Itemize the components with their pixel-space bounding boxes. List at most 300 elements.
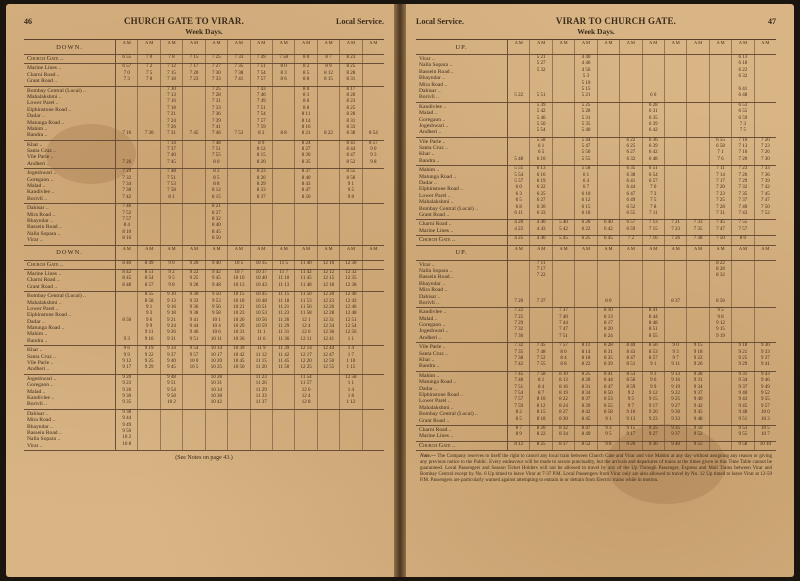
train-column — [273, 410, 295, 450]
train-column — [665, 138, 687, 166]
train-column — [687, 166, 709, 219]
departure-time: 7 21 — [167, 112, 176, 118]
departure-time: 8 50 — [122, 317, 132, 323]
train-column — [295, 375, 317, 409]
station-name: Church Gate .. — [27, 55, 64, 62]
right-timetable — [416, 39, 776, 451]
ampm-label: A M — [738, 245, 747, 251]
ampm-cell — [530, 40, 552, 54]
departure-time: 8 15 — [536, 410, 546, 416]
station-name: Andheri .. — [27, 366, 50, 373]
station-name: Mira Road .. — [419, 81, 448, 88]
departure-time: 7 6 — [717, 156, 724, 162]
departure-time: 7 17 — [536, 266, 546, 272]
train-column — [732, 442, 754, 450]
departure-time: 6 55 — [716, 137, 725, 143]
train-column — [643, 442, 665, 450]
station-block — [24, 292, 384, 346]
departure-time: 7 35 — [693, 226, 703, 232]
train-column — [116, 141, 138, 169]
departure-time: 11 53 — [300, 298, 312, 304]
departure-time: 9 12 — [648, 390, 658, 396]
station-name: Lower Parel .. — [27, 100, 59, 107]
departure-time: 9 58 — [212, 311, 221, 317]
departure-time: 9 44 — [122, 416, 132, 422]
train-column — [598, 372, 620, 425]
ampm-cell — [183, 246, 205, 260]
station-name: Mira Road .. — [27, 211, 56, 218]
departure-time: 7 13 — [648, 220, 658, 226]
departure-time: 9 26 — [122, 387, 132, 393]
departure-time: 8 10 — [559, 371, 568, 377]
train-column — [206, 87, 228, 140]
departure-time: 8 49 — [144, 260, 154, 266]
train-column — [620, 426, 642, 441]
station-name: Mahalakshmi .. — [419, 404, 454, 411]
left-page — [6, 4, 396, 577]
departure-time: 8 7 — [515, 425, 522, 431]
ampm-label: A M — [626, 245, 635, 251]
ampm-label: A M — [559, 40, 568, 45]
departure-time: 6 53 — [738, 102, 748, 108]
departure-time: 11 50 — [300, 292, 312, 298]
departure-time: 8 17 — [346, 86, 356, 92]
station-name: Bandra .. — [27, 132, 48, 139]
departure-time: 8 8 — [302, 77, 310, 83]
departure-time: 8 40 — [626, 343, 636, 349]
train-column — [710, 308, 732, 342]
departure-time: 8 15 — [324, 77, 333, 83]
departure-time: 7 31 — [716, 210, 725, 216]
train-column — [643, 55, 665, 102]
departure-time: 7 40 — [167, 153, 176, 159]
train-column — [295, 55, 317, 63]
train-column — [340, 87, 362, 140]
ampm-cell — [755, 246, 776, 260]
departure-time: 6 10 — [581, 191, 591, 197]
train-column — [363, 204, 384, 244]
ampm-label: A M — [369, 245, 378, 251]
departure-time: 12 58 — [345, 374, 357, 380]
train-column — [228, 346, 250, 374]
train-column — [598, 442, 620, 450]
departure-time: 9 33 — [671, 416, 681, 422]
station-name: Matunga Road .. — [27, 119, 65, 126]
departure-time — [755, 334, 776, 340]
departure-time: 6 30 — [536, 204, 546, 210]
departure-time: 7 17 — [716, 179, 725, 185]
departure-time: 6 47 — [626, 191, 636, 197]
train-column — [665, 236, 687, 244]
departure-time: 6 25 — [581, 236, 591, 242]
departure-time: 8 12 — [536, 403, 546, 409]
departure-time: 6 45 — [604, 236, 613, 242]
departure-time: 8 16 — [122, 236, 132, 242]
train-column — [206, 375, 228, 409]
section-label-cell — [24, 40, 116, 54]
departure-time — [273, 442, 294, 448]
departure-time: 9 3 — [370, 153, 377, 159]
section-header-row — [24, 40, 384, 55]
departure-time: 8 0 — [302, 55, 310, 60]
departure-time: 12 40 — [345, 292, 357, 298]
departure-time: 8 2 — [302, 64, 310, 70]
station-name: Jogeshwari .. — [419, 328, 449, 335]
train-column — [643, 103, 665, 137]
departure-time — [228, 442, 249, 448]
departure-time: 12 26 — [322, 304, 335, 310]
departure-time: 8 51 — [626, 362, 636, 368]
departure-time: 8 28 — [581, 378, 591, 384]
train-column — [553, 442, 575, 450]
departure-time: 8 57 — [368, 140, 378, 146]
train-column — [530, 103, 552, 137]
departure-time: 7 52 — [122, 210, 132, 216]
departure-time: 8 19 — [559, 390, 568, 396]
departure-time: 7 33 — [212, 105, 221, 111]
departure-time: 9 34 — [693, 384, 703, 390]
departure-time: 9 5 — [717, 308, 724, 314]
ampm-label: A M — [738, 40, 747, 45]
notes-text: The Company reserves to itself the right to cancel any local train between Church Gate and Virar and vice Mahim at any day without assigning any reason or giving any previous notice to the Public. Every endeavour will be made to secure punctuality, but the arrivals and departures of trains at the times given in this Time Table cannot be guaranteed. Local Passengers and Season Ticket Holders will not be allowed to travel by any of the Up Through Passenger, Express and Mail Trains between Virar and Bombay Central except by No. 6 Up timed to leave Virar at 7-37 P.M. Local Passengers from Virar only are also allowed to travel by No. 12 Up timed to leave Virar at 12-59 P.M. Passengers are particularly warned against attempting to entrain in or detrain from Electric trains while in motion. — [420, 454, 772, 484]
departure-time: 9 12 — [122, 359, 132, 365]
train-column — [161, 204, 183, 244]
departure-time: 7 2 — [146, 64, 153, 70]
train-column — [228, 204, 250, 244]
departure-time: 9 3 — [146, 311, 153, 317]
departure-time: 5 39 — [536, 102, 546, 108]
station-block — [416, 103, 776, 138]
train-column — [228, 261, 250, 269]
departure-time: 8 41 — [346, 140, 356, 146]
departure-time: 7 43 — [738, 210, 748, 216]
departure-time: 7 45 — [536, 343, 546, 349]
departure-time: 7 15 — [189, 55, 199, 60]
departure-time: 9 5 — [347, 188, 355, 194]
departure-time: 9 40 — [167, 359, 176, 365]
station-name: Dahisar .. — [27, 205, 49, 212]
departure-time: 6 13 — [738, 55, 748, 60]
departure-time: 7 25 — [716, 198, 725, 204]
departure-time: 1 1 — [347, 336, 355, 342]
departure-time: 6 3 — [515, 191, 522, 197]
departure-time: 11 54 — [300, 374, 312, 380]
ampm-label: A M — [761, 40, 770, 45]
departure-time: 8 2 — [515, 410, 522, 416]
train-column — [598, 166, 620, 219]
departure-time: 11 39 — [278, 346, 290, 352]
train-column — [116, 270, 138, 291]
departure-time: 6 22 — [581, 226, 591, 232]
departure-time: 9 51 — [738, 416, 748, 422]
train-column — [183, 204, 205, 244]
station-name: Grant Road .. — [419, 417, 450, 424]
departure-time: 9 58 — [738, 441, 748, 447]
train-column — [183, 270, 205, 291]
departure-time: 7 23 — [671, 226, 681, 232]
departure-time: 9 18 — [167, 311, 176, 317]
train-columns — [508, 55, 776, 102]
train-column — [687, 103, 709, 137]
departure-time: 8 33 — [256, 188, 266, 194]
departure-time: 9 8 — [605, 441, 612, 447]
train-column — [687, 442, 709, 450]
departure-time: 6 33 — [536, 210, 546, 216]
section-header-row — [24, 246, 384, 261]
ampm-cell — [643, 40, 665, 54]
departure-time: 7 55 — [536, 362, 546, 368]
station-names — [416, 442, 508, 450]
train-column — [363, 270, 384, 291]
train-column — [318, 87, 340, 140]
departure-time: 11 29 — [278, 324, 290, 330]
departure-time: 7 16 — [738, 150, 748, 156]
train-columns — [116, 270, 384, 291]
departure-time: 9 29 — [738, 362, 748, 368]
departure-time: 11 26 — [278, 317, 290, 323]
departure-time — [363, 365, 384, 371]
departure-time: 9 25 — [189, 276, 199, 282]
departure-time: 10 34 — [210, 387, 223, 393]
departure-time: 9 36 — [189, 304, 199, 310]
departure-time: 6 10 — [536, 156, 546, 162]
departure-time: 8 11 — [301, 112, 311, 118]
departure-time: 7 25 — [212, 86, 221, 92]
departure-time: 5 3 — [582, 74, 590, 80]
departure-time: 7 39 — [212, 118, 221, 124]
station-name: Malad .. — [27, 388, 46, 395]
departure-time: 8 4 — [538, 384, 545, 390]
departure-time: 8 45 — [581, 416, 591, 422]
departure-time: 5 10 — [581, 80, 591, 86]
departure-time: 9 5 — [605, 432, 612, 438]
departure-time: 1 1 — [347, 381, 355, 387]
train-column — [273, 375, 295, 409]
left-page-header — [24, 16, 384, 27]
departure-time: 11 6 — [256, 336, 266, 342]
departure-time: 7 16 — [167, 99, 176, 105]
train-column — [116, 292, 138, 345]
departure-time: 8 18 — [581, 356, 591, 362]
departure-time: 12 47 — [322, 352, 335, 358]
departure-time: 8 50 — [301, 194, 311, 200]
departure-time — [665, 211, 686, 217]
departure-time: 7 57 — [122, 216, 132, 222]
departure-time: 9 8 — [347, 194, 355, 200]
departure-time: 8 27 — [559, 410, 568, 416]
departure-time: 10 37 — [255, 269, 267, 275]
departure-time: 7 36 — [514, 333, 524, 339]
departure-time: 7 29 — [738, 179, 748, 185]
departure-time: 10 5 — [760, 425, 770, 431]
departure-time: 10 23 — [233, 311, 245, 317]
departure-time: 8 7 — [325, 55, 332, 60]
departure-time: 8 32 — [716, 273, 725, 279]
departure-time: 10 21 — [233, 304, 245, 310]
departure-time — [643, 299, 664, 305]
departure-time: 9 48 — [738, 410, 748, 416]
departure-time: 8 37 — [301, 169, 311, 175]
departure-time: 6 7 — [582, 185, 590, 191]
departure-time: 9 9 — [650, 384, 657, 390]
departure-time: 9 56 — [212, 304, 221, 310]
train-column — [161, 55, 183, 63]
departure-time: 9 19 — [671, 384, 681, 390]
station-name: Andheri .. — [419, 334, 442, 341]
ampm-label: A M — [716, 40, 725, 45]
departure-time: 7 28 — [212, 92, 221, 98]
departure-time: 8 37 — [581, 397, 591, 403]
departure-time: 7 55 — [212, 153, 221, 159]
departure-time: 6 42 — [604, 226, 613, 232]
departure-time: 8 44 — [346, 147, 356, 153]
station-name: Andheri .. — [419, 129, 442, 136]
train-column — [620, 308, 642, 342]
departure-time: 6 32 — [626, 156, 636, 162]
train-columns — [116, 204, 384, 244]
station-names — [24, 141, 116, 169]
departure-time: 8 9 — [258, 140, 265, 146]
station-name: Bhayndar .. — [27, 217, 53, 224]
departure-time: 8 12 — [212, 188, 221, 194]
station-name: Matunga Road .. — [27, 325, 65, 332]
departure-time: 12 0 — [301, 387, 311, 393]
departure-time: 7 41 — [212, 124, 221, 130]
departure-time: 9 51 — [167, 381, 176, 387]
departure-time: 8 54 — [368, 131, 378, 137]
train-column — [206, 346, 228, 374]
station-names — [24, 410, 116, 450]
right-page-header — [416, 16, 776, 27]
train-column — [340, 204, 362, 244]
departure-time: 9 1 — [650, 362, 657, 368]
train-column — [553, 261, 575, 308]
departure-time: 5 47 — [581, 144, 591, 150]
departure-time: 8 0 — [213, 159, 220, 165]
station-block — [24, 410, 384, 451]
train-column — [508, 220, 530, 235]
ampm-label: A M — [604, 40, 613, 45]
departure-time: 12 18 — [322, 282, 335, 288]
departure-time: 6 52 — [626, 204, 636, 210]
departure-time: 8 34 — [581, 390, 591, 396]
departure-time: 8 57 — [144, 282, 154, 288]
train-column — [732, 372, 754, 425]
departure-time: 9 54 — [167, 387, 176, 393]
departure-time — [530, 334, 551, 340]
departure-time: 7 20 — [189, 70, 199, 76]
train-column — [575, 442, 597, 450]
departure-time: 7 34 — [167, 140, 176, 146]
departure-time: 10 45 — [233, 359, 245, 365]
departure-time: 8 45 — [122, 276, 132, 282]
train-column — [183, 169, 205, 203]
departure-time: 8 11 — [581, 343, 591, 349]
departure-time: 6 55 — [122, 55, 132, 60]
train-column — [138, 141, 160, 169]
train-column — [273, 204, 295, 244]
departure-time — [687, 299, 708, 305]
departure-time: 7 21 — [671, 220, 681, 226]
departure-time: 9 12 — [716, 321, 725, 327]
train-column — [553, 55, 575, 102]
train-column — [710, 166, 732, 219]
departure-time: 6 22 — [626, 137, 636, 143]
section-label-cell — [416, 40, 508, 54]
train-column — [665, 426, 687, 441]
train-column — [575, 426, 597, 441]
departure-time: 9 20 — [189, 260, 199, 266]
train-columns — [116, 261, 384, 269]
train-columns — [508, 166, 776, 219]
departure-time: 9 5 — [627, 397, 634, 403]
departure-time: 9 30 — [648, 441, 658, 447]
departure-time — [206, 442, 227, 448]
station-name: Dahisar .. — [419, 87, 441, 94]
train-column — [620, 103, 642, 137]
departure-time: 1 15 — [346, 365, 356, 371]
departure-time: 6 1 — [538, 144, 545, 150]
train-column — [553, 308, 575, 342]
departure-time: 7 49 — [256, 99, 266, 105]
departure-time — [553, 299, 574, 305]
departure-time: 9 37 — [167, 352, 176, 358]
departure-time: 11 58 — [300, 311, 312, 317]
train-column — [295, 270, 317, 291]
station-name: Goregaon .. — [27, 176, 54, 183]
train-column — [530, 138, 552, 166]
departure-time: 9 0 — [168, 260, 175, 266]
train-column — [318, 204, 340, 244]
train-column — [620, 442, 642, 450]
station-name: Dadar .. — [419, 385, 437, 392]
train-column — [228, 64, 250, 85]
departure-time: 9 35 — [122, 400, 132, 406]
departure-time: 12 56 — [345, 330, 357, 336]
train-column — [710, 442, 732, 450]
departure-time: 7 44 — [559, 321, 568, 327]
departure-time: 7 33 — [693, 220, 703, 226]
departure-time: 8 28 — [346, 70, 356, 76]
departure-time: 12 14 — [300, 346, 312, 352]
departure-time: 6 41 — [738, 86, 748, 92]
train-column — [206, 410, 228, 450]
departure-time: 12 6 — [301, 330, 311, 336]
departure-time: 5 42 — [559, 226, 568, 232]
departure-time: 9 41 — [189, 317, 199, 323]
departure-time — [183, 400, 204, 406]
page-subtitle: Week Days. — [185, 27, 223, 36]
departure-time — [710, 432, 731, 438]
departure-time: 5 54 — [536, 128, 546, 134]
station-name: Charni Road .. — [419, 426, 452, 433]
departure-time — [665, 157, 686, 163]
departure-time: 10 14 — [210, 346, 223, 352]
departure-time: 11 20 — [255, 365, 267, 371]
train-column — [206, 292, 228, 345]
departure-time: 9 23 — [648, 416, 658, 422]
train-column — [116, 169, 138, 203]
departure-time: 9 43 — [760, 371, 770, 377]
station-name: Matunga Road .. — [419, 379, 457, 386]
station-name: Marine Lines .. — [419, 433, 454, 440]
departure-time — [183, 195, 204, 201]
departure-time: 8 14 — [581, 349, 591, 355]
train-column — [116, 261, 138, 269]
ampm-cell — [643, 246, 665, 260]
station-name: Bombay Central (Local) .. — [27, 87, 86, 94]
station-block — [24, 346, 384, 375]
